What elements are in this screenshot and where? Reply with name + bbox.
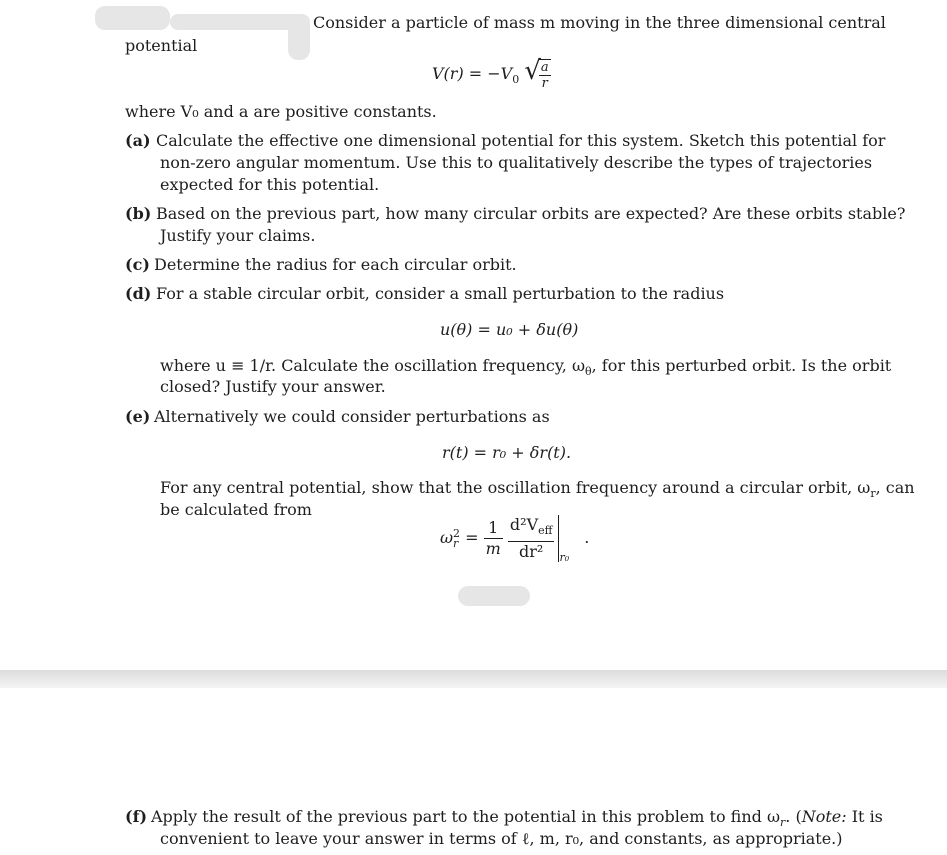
part-d-label: (d) [125, 284, 152, 303]
omega-r-sub-f: r [780, 816, 786, 830]
omega-theta-sub: θ [585, 365, 592, 379]
part-d-line-3: closed? Justify your answer. [160, 377, 386, 396]
part-d-line-2-text: where u ≡ 1/r. Calculate the oscillation frequency, ω [160, 356, 585, 375]
frac1-num: 1 [484, 518, 503, 539]
part-a-line-2: non-zero angular momentum. Use this to qualitatively describe the types of trajectories [160, 153, 873, 172]
part-e-line-2-end: , can [875, 478, 915, 497]
part-b-line-2: Justify your claims. [160, 226, 316, 245]
frac2-num-sub: eff [538, 524, 553, 538]
part-a-label: (a) [125, 131, 151, 150]
sqrt-den: r [541, 75, 548, 91]
omega-lhs: ω [440, 528, 454, 548]
intro-line-1: Consider a particle of mass m moving in the three dimensional central [313, 13, 886, 32]
formula-period: . [584, 528, 590, 548]
part-e-label: (e) [125, 407, 151, 426]
part-d-line-2-end: , for this perturbed orbit. Is the orbit [591, 356, 892, 375]
redaction-mark-side [288, 14, 310, 60]
omega-sub: r [453, 536, 459, 550]
part-e-line-1: Alternatively we could consider perturbations as [154, 407, 550, 426]
frac2-den: dr² [519, 542, 544, 562]
omega-eq: = [465, 528, 479, 548]
part-f-line-1 [151, 807, 883, 829]
part-b-label: (b) [125, 204, 152, 223]
part-e-line-2 [160, 478, 915, 500]
part-a-line-3: expected for this potential. [160, 175, 380, 194]
part-c-label: (c) [125, 255, 150, 274]
potential-lhs: V(r) = −V [432, 63, 513, 83]
part-e-line-3: be calculated from [160, 500, 312, 519]
omega-formula [440, 515, 590, 565]
part-d-line-1: For a stable circular orbit, consider a small perturbation to the radius [156, 284, 725, 303]
part-e-line-2-text: For any central potential, show that the oscillation frequency around a circular orbit, ω [160, 478, 871, 497]
sqrt-num: a [540, 59, 549, 75]
potential-equation [432, 58, 551, 91]
intro-line-2: potential [125, 36, 198, 55]
redaction-mark-bottom [458, 586, 530, 606]
part-e-equation: r(t) = r₀ + δr(t). [442, 443, 572, 462]
eval-sub: r₀ [559, 551, 570, 565]
part-a-line-1: Calculate the effective one dimensional potential for this system. Sketch this potential for [156, 131, 886, 150]
omega-sup: 2 [453, 526, 461, 540]
potential-sub: 0 [512, 72, 520, 86]
where-line: where V₀ and a are positive constants. [125, 102, 437, 121]
part-f-note: Note: [801, 807, 847, 826]
part-c-line-1: Determine the radius for each circular orbit. [154, 255, 517, 274]
part-f-paren: . ( [785, 807, 802, 826]
part-d-line-2 [160, 356, 891, 378]
sqrt-term: √ $\frac{a}{r}$ [524, 56, 549, 91]
part-f-line-1-end: It is [846, 807, 883, 826]
part-f-line-2: convenient to leave your answer in terms of ℓ, m, r₀, and constants, as appropriate.) [160, 829, 843, 848]
page-divider [0, 670, 947, 688]
frac1-den: m [485, 539, 501, 559]
redaction-mark-top [95, 6, 170, 30]
frac2-num: d²V [509, 515, 539, 534]
part-b-line-1: Based on the previous part, how many circular orbits are expected? Are these orbits stable? [156, 204, 906, 223]
part-f-label: (f) [125, 807, 148, 826]
omega-r-sub: r [870, 487, 876, 501]
part-d-equation: u(θ) = u₀ + δu(θ) [440, 320, 579, 339]
part-f-line-1-text: Apply the result of the previous part to the potential in this problem to find ω [151, 807, 781, 826]
